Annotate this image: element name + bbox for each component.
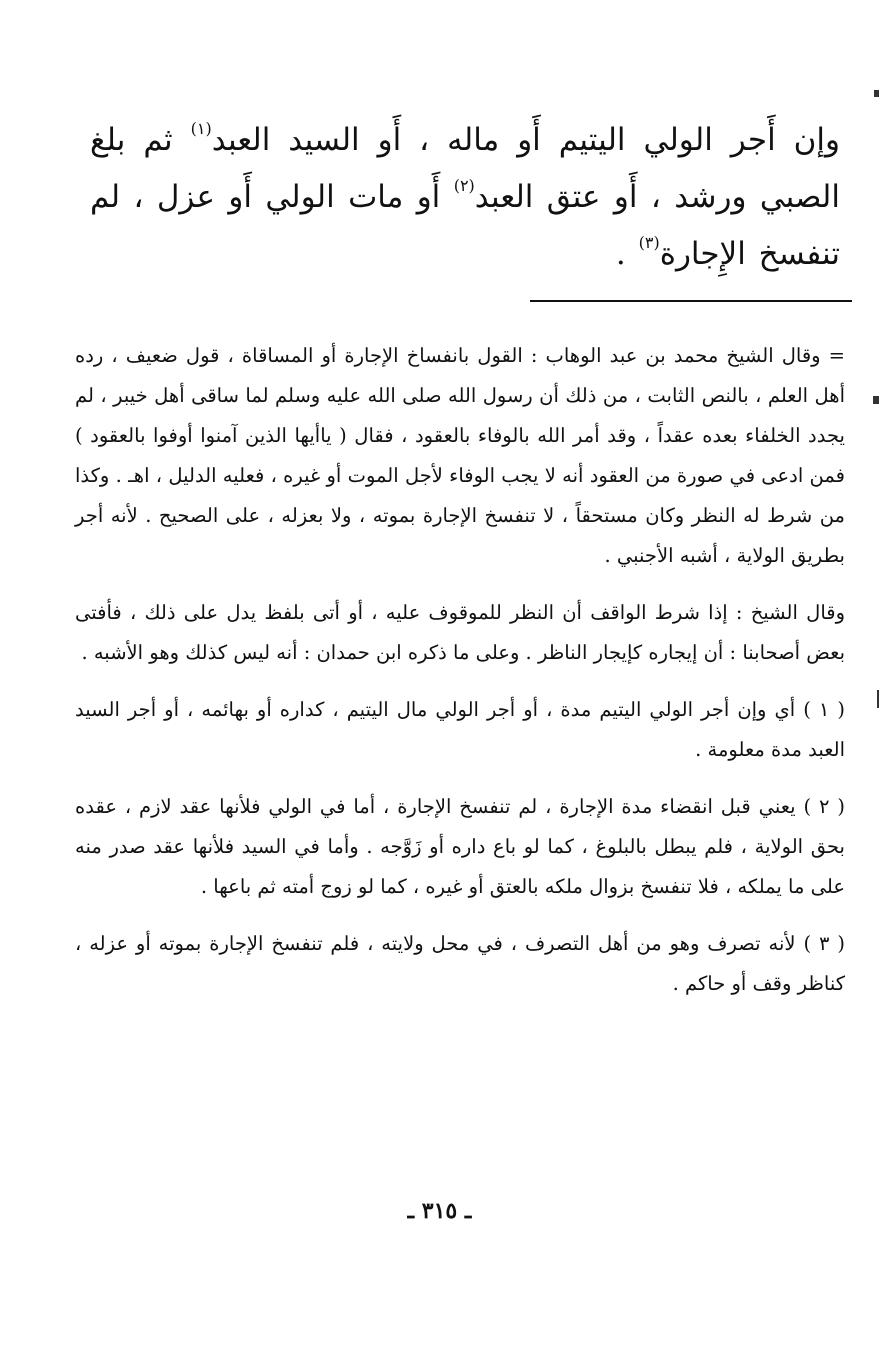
main-text-part-3: أَو مات الولي أَو عزل ، لم تنفسخ الإِجارة <box>90 179 840 272</box>
main-text-part-1: وإن أَجر الولي اليتيم أَو ماله ، أَو السيد العبد <box>211 122 841 158</box>
main-text-part-4: . <box>615 236 639 272</box>
footnote-3: ( ٣ ) لأنه تصرف وهو من أهل التصرف ، في محل ولايته ، فلم تنفسخ الإجارة بموته أو عزله ، كناظر وقف أو حاكم . <box>75 932 845 995</box>
footnote-2: ( ٢ ) يعني قبل انقضاء مدة الإجارة ، لم تنفسخ الإجارة ، أما في الولي فلأنها عقد لازم ، عقده بحق الولاية ، فلم يبطل بالبلوغ ، كما لو باع داره أو زَوَّجه . وأما في السيد فلأنها عقد صدر منه على ما يملكه ، فلا تنفسخ بزوال ملكه بالعتق أو غيره ، كما لو زوج أمته ثم باعها . <box>75 795 845 898</box>
scan-speck <box>874 90 879 97</box>
main-text-paragraph <box>90 112 840 283</box>
footnote-divider <box>530 300 852 302</box>
footnote-paragraph: وقال الشيخ : إذا شرط الواقف أن النظر للموقوف عليه ، أو أتى بلفظ يدل على ذلك ، فأفتى بعض أصحابنا : أن إيجاره كإيجار الناظر . وعلى ما ذكره ابن حمدان : أنه ليس كذلك وهو الأشبه . <box>75 601 845 664</box>
footnote-1: ( ١ ) أي وإن أجر الولي اليتيم مدة ، أو أجر الولي مال اليتيم ، كداره أو بهائمه ، أو أجر السيد العبد مدة معلومة . <box>75 698 845 761</box>
footnote-ref-1: (١) <box>190 119 212 138</box>
scan-speck <box>873 396 879 404</box>
continued-footnote: = وقال الشيخ محمد بن عبد الوهاب : القول بانفساخ الإجارة أو المساقاة ، قول ضعيف ، رده أهل العلم ، بالنص الثابت ، من ذلك أن رسول الله صلى الله عليه وسلم لما ساقى أهل خيبر ، لم يجدد الخلفاء بعده عقداً ، وقد أمر الله بالوفاء بالعقود ، فقال ( ياأيها الذين آمنوا أوفوا بالعقود ) فمن ادعى في صورة من العقود أنه لا يجب الوفاء لأجل الموت أو غيره ، فعليه الدليل ، اهـ . وكذا من شرط له النظر وكان مستحقاً ، لا تنفسخ الإجارة بموته ، ولا بعزله ، على الصحيح . لأنه أجر بطريق الولاية ، أشبه الأجنبي . <box>75 344 845 567</box>
page-number: ـ ٣١٥ ـ <box>407 1198 472 1224</box>
footnote-ref-3: (٣) <box>638 233 660 252</box>
main-text-part-2: ثم بلغ الصبي ورشد ، أَو عتق العبد <box>90 122 840 215</box>
footnote-ref-2: (٢) <box>453 176 475 195</box>
footnotes-section <box>75 336 845 1021</box>
